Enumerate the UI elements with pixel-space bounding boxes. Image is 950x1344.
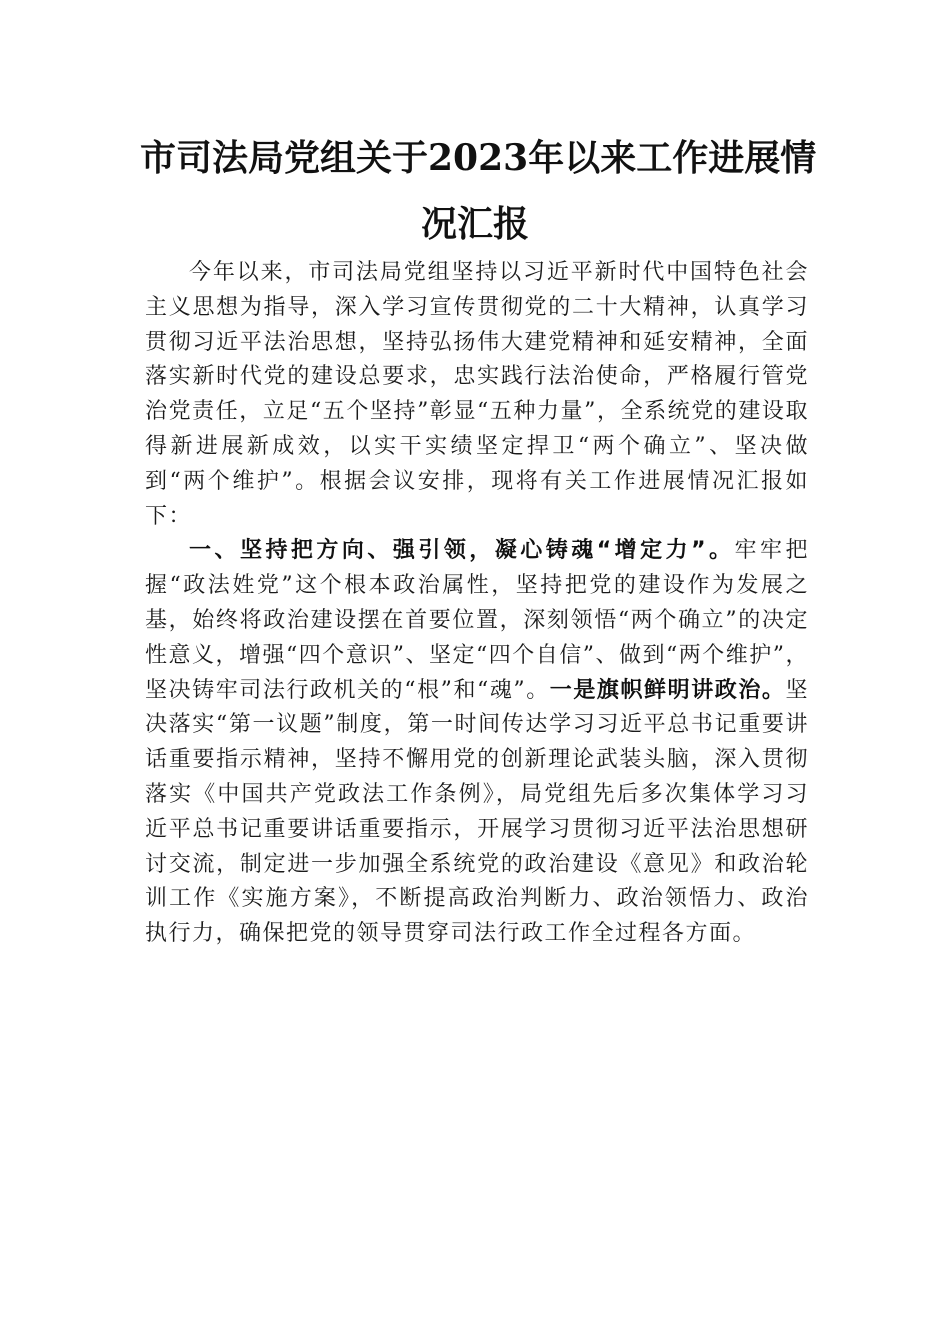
section-one-text: 牢牢把握“政法姓党”这个根本政治属性，坚持把党的建设作为发展之基，始终将政治建设摆在首要位置，深刻领悟“两个确立”的决定性意义，增强“四个意识”、坚定“四个自信”、做到“两个维护”，坚决铸牢司法行政机关的“根”和“魂”。 [145,538,809,703]
section-one-subheading: 一是旗帜鲜明讲政治。 [549,677,786,703]
intro-paragraph: 今年以来，市司法局党组坚持以习近平新时代中国特色社会主义思想为指导，深入学习宣传贯彻党的二十大精神，认真学习贯彻习近平法治思想，坚持弘扬伟大建党精神和延安精神，全面落实新时代党的建设总要求，忠实践行法治使命，严格履行管党治党责任，立足“五个坚持”彰显“五种力量”，全系统党的建设取得新进展新成效，以实干实绩坚定捍卫“两个确立”、坚决做到“两个维护”。根据会议安排，现将有关工作进展情况汇报如下： [145,260,809,529]
document-body [145,256,809,952]
section-one-heading: 一、坚持把方向、强引领，凝心铸魂“增定力”。 [189,538,735,564]
section-one-paragraph [145,534,809,952]
document-title-line-2: 况汇报 [420,203,529,245]
section-one-subtext: 坚决落实“第一议题”制度，第一时间传达学习习近平总书记重要讲话重要指示精神，坚持不懈用党的创新理论武装头脑，深入贯彻落实《中国共产党政法工作条例》，局党组先后多次集体学习习近平总书记重要讲话重要指示，开展学习贯彻习近平法治思想研讨交流，制定进一步加强全系统党的政治建设《意见》和政治轮训工作《实施方案》，不断提高政治判断力、政治领悟力、政治执行力，确保把党的领导贯穿司法行政工作全过程各方面。 [145,677,809,947]
document-title-line-1: 市司法局党组关于2023年以来工作进展情 [140,137,817,179]
